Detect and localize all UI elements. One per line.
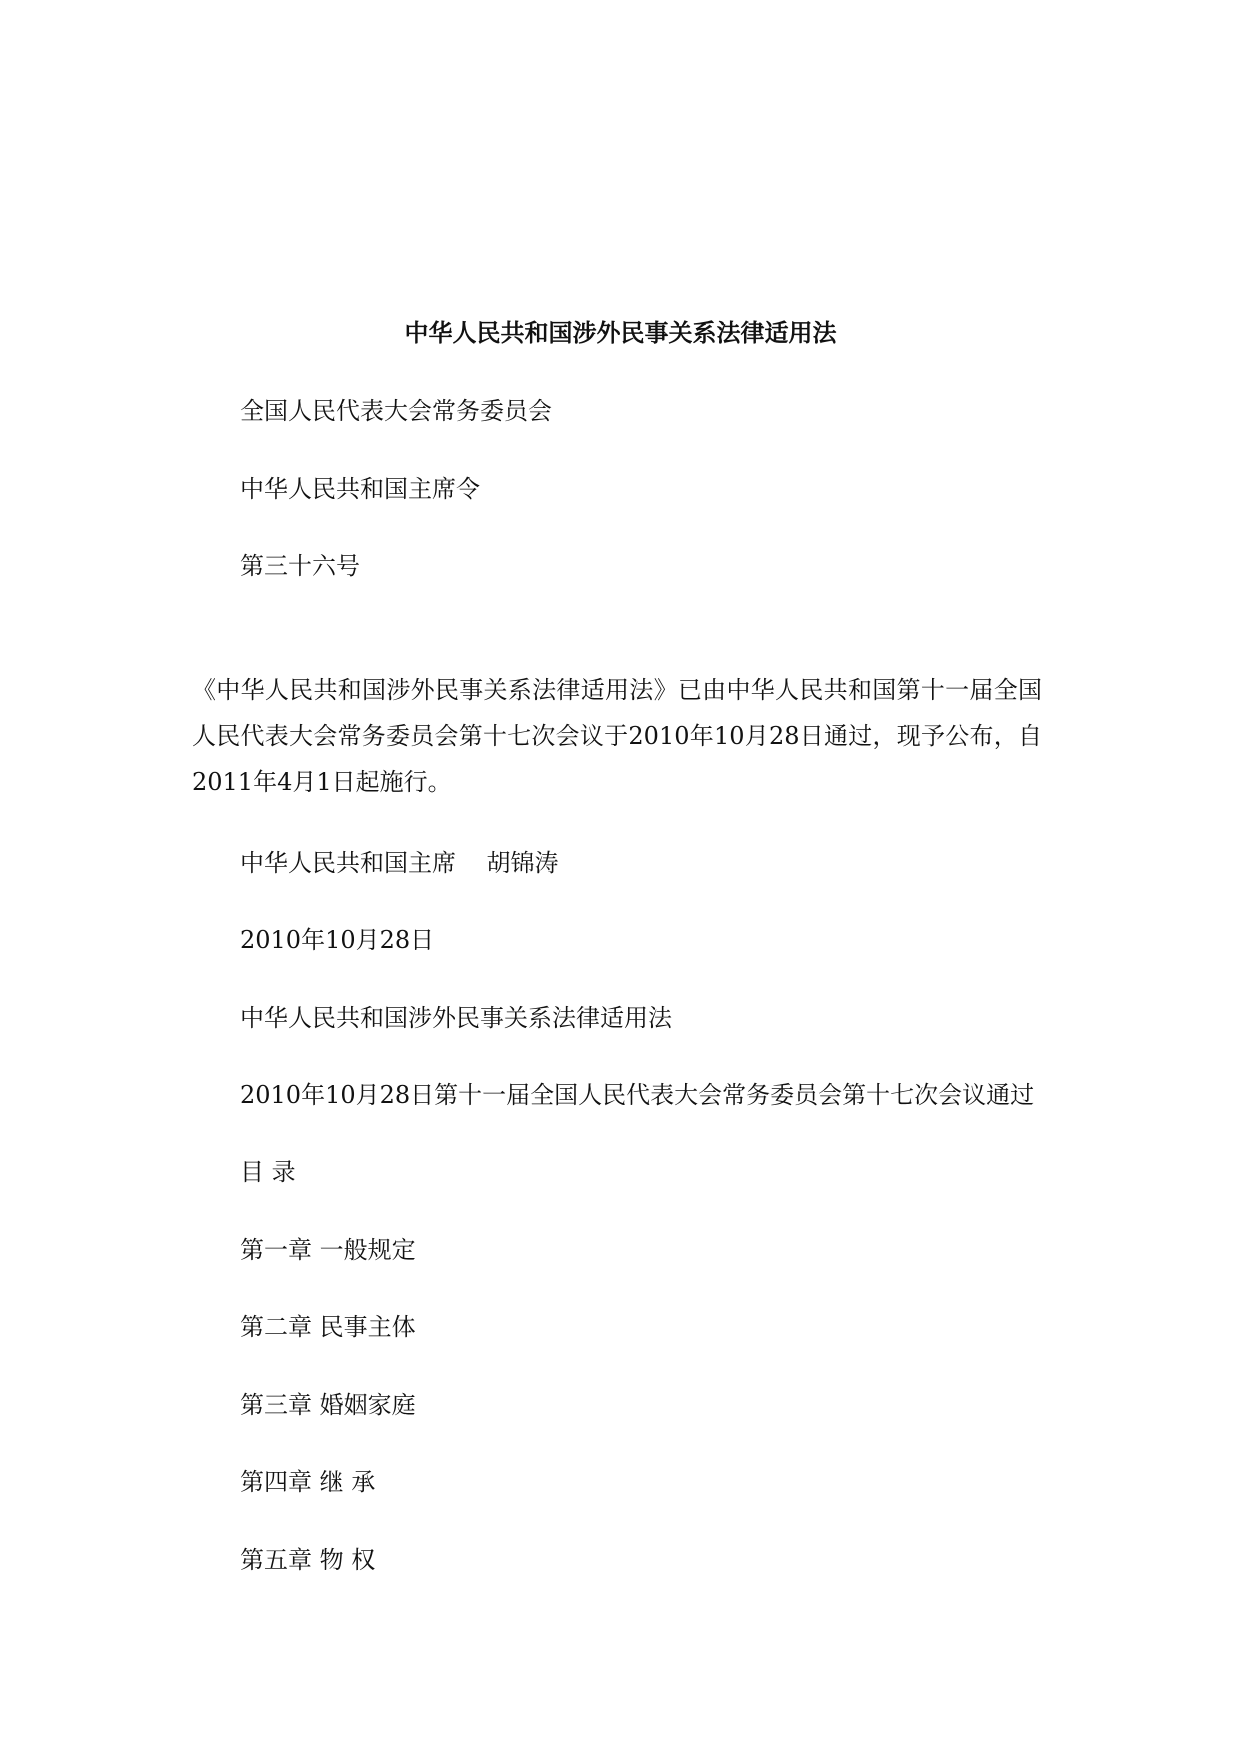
toc-chapter: 第二章 民事主体 xyxy=(240,1313,416,1341)
sign-date: 2010年10月28日 xyxy=(240,926,435,954)
promulgation-paragraph: 《中华人民共和国涉外民事关系法律适用法》已由中华人民共和国第十一届全国人民代表大会常务委员会第十七次会议于2010年10月28日通过，现予公布，自2011年4月1日起施行。 xyxy=(192,676,1042,796)
toc-chapter: 第五章 物 权 xyxy=(240,1546,376,1574)
document-title: 中华人民共和国涉外民事关系法律适用法 xyxy=(404,319,837,347)
issuer: 全国人民代表大会常务委员会 xyxy=(240,397,552,425)
toc-chapter: 第一章 一般规定 xyxy=(240,1236,416,1264)
toc-chapter: 第四章 继 承 xyxy=(240,1468,376,1496)
order-name: 中华人民共和国主席令 xyxy=(240,475,480,503)
toc-heading: 目 录 xyxy=(240,1158,296,1186)
law-title: 中华人民共和国涉外民事关系法律适用法 xyxy=(240,1004,672,1032)
order-number: 第三十六号 xyxy=(240,552,360,580)
toc-chapter: 第三章 婚姻家庭 xyxy=(240,1391,416,1419)
signatory: 中华人民共和国主席 胡锦涛 xyxy=(240,849,559,877)
adoption-note: 2010年10月28日第十一届全国人民代表大会常务委员会第十七次会议通过 xyxy=(240,1081,1035,1109)
